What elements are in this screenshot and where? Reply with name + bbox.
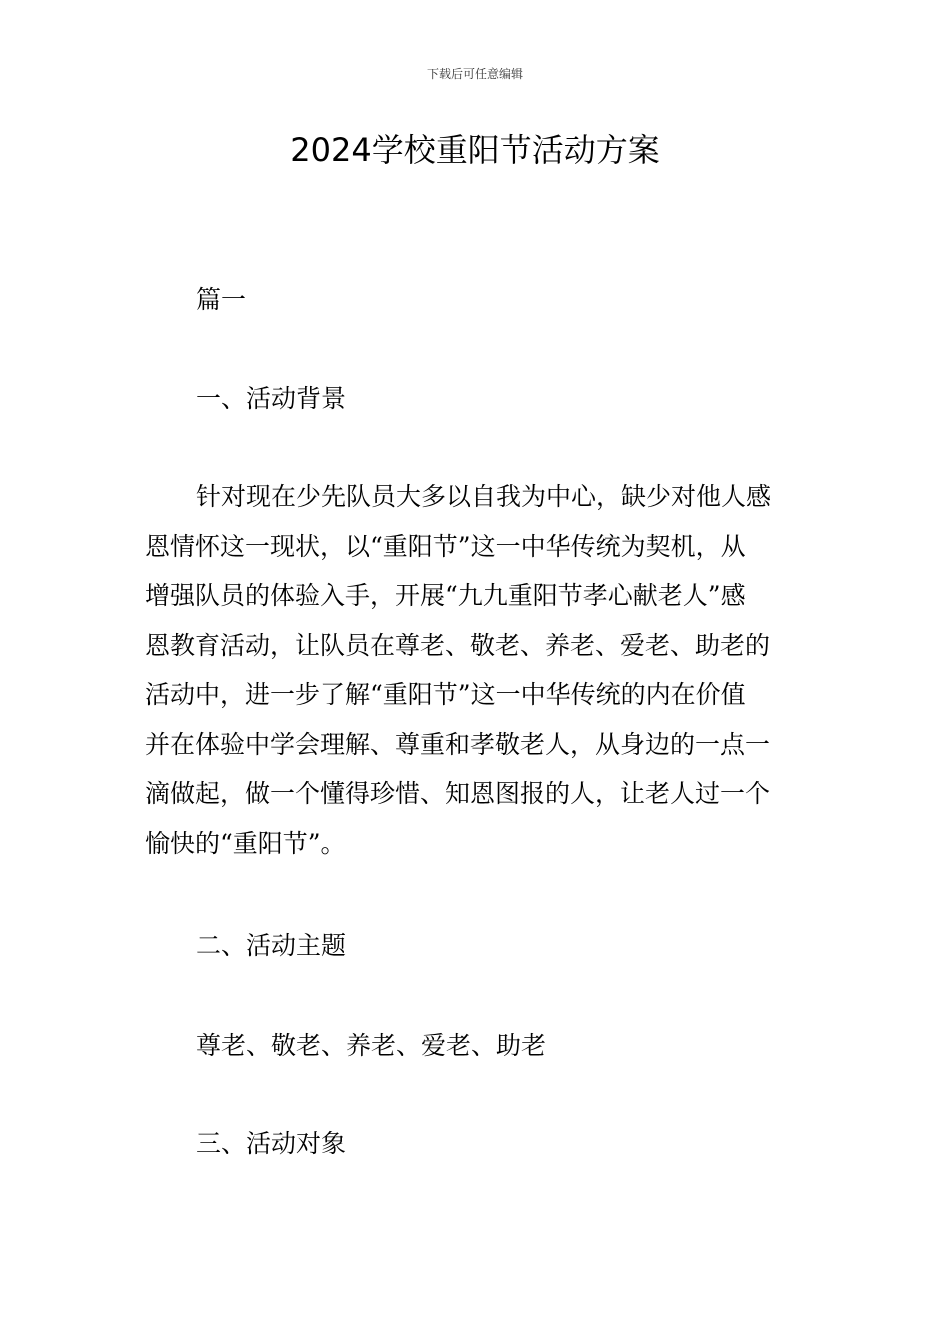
header-note: 下载后可任意编辑 bbox=[426, 67, 523, 81]
theme-content: 尊老、敬老、养老、爱老、助老 bbox=[196, 1031, 547, 1060]
part-label: 篇一 bbox=[196, 285, 247, 314]
background-paragraph bbox=[145, 472, 807, 868]
section-heading-background: 一、活动背景 bbox=[196, 384, 347, 413]
section-heading-theme: 二、活动主题 bbox=[196, 931, 347, 960]
paragraph-line: 并在体验中学会理解、尊重和孝敬老人，从身边的一点一 bbox=[145, 729, 771, 759]
paragraph-line: 恩教育活动，让队员在尊老、敬老、养老、爱老、助老的 bbox=[145, 630, 771, 660]
paragraph-line: 愉快的“重阳节”。 bbox=[145, 828, 346, 858]
document-title: 2024学校重阳节活动方案 bbox=[290, 131, 660, 169]
paragraph-line: 增强队员的体验入手，开展“九九重阳节孝心献老人”感 bbox=[145, 581, 746, 610]
section-heading-target: 三、活动对象 bbox=[196, 1129, 347, 1158]
paragraph-line: 恩情怀这一现状，以“重阳节”这一中华传统为契机，从 bbox=[145, 531, 746, 561]
paragraph-line: 滴做起，做一个懂得珍惜、知恩图报的人，让老人过一个 bbox=[145, 779, 771, 808]
paragraph-line: 活动中，进一步了解“重阳节”这一中华传统的内在价值 bbox=[145, 680, 746, 709]
paragraph-line: 针对现在少先队员大多以自我为中心，缺少对他人感 bbox=[196, 482, 772, 511]
